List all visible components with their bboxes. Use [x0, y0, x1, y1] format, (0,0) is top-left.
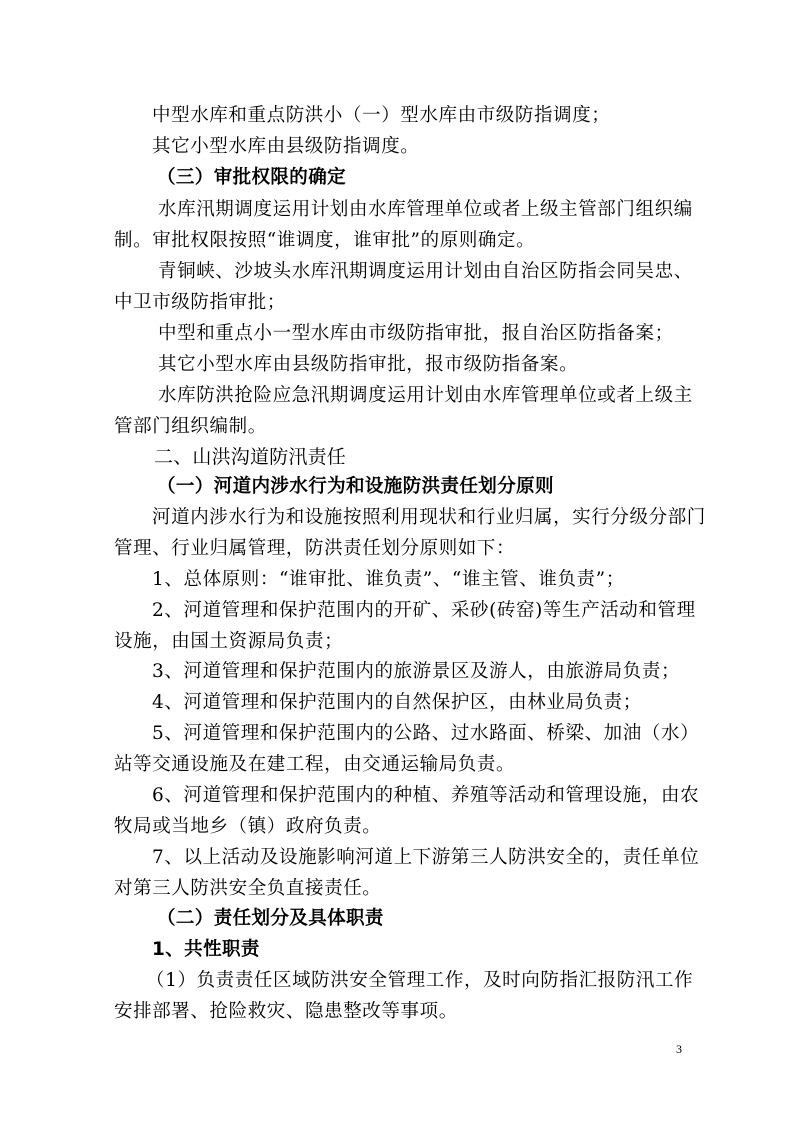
section-heading: （三）审批权限的确定 — [157, 167, 347, 188]
paragraph-line: 1、总体原则：“谁审批、谁负责”、“谁主管、谁负责”； — [152, 569, 625, 590]
paragraph-line: 牧局或当地乡（镇）政府负责。 — [114, 816, 382, 837]
paragraph-line: 站等交通设施及在建工程，由交通运输局负责。 — [114, 754, 516, 775]
paragraph-line: 水库防洪抢险应急汛期调度运用计划由水库管理单位或者上级主 — [158, 385, 693, 406]
paragraph-line: 6、河道管理和保护范围内的种植、养殖等活动和管理设施，由农 — [152, 785, 700, 806]
paragraph-line: 5、河道管理和保护范围内的公路、过水路面、桥梁、加油（水） — [152, 723, 700, 744]
paragraph-line: （1）负责责任区域防洪安全管理工作，及时向防指汇报防汛工作 — [146, 970, 694, 991]
section-heading: （一）河道内涉水行为和设施防洪责任划分原则 — [157, 476, 554, 497]
paragraph-line: 其它小型水库由县级防指调度。 — [152, 136, 420, 157]
paragraph-line: 中型和重点小一型水库由市级防指审批，报自治区防指备案； — [158, 323, 674, 344]
paragraph-line: 水库汛期调度运用计划由水库管理单位或者上级主管部门组织编 — [158, 199, 693, 220]
page-number: 3 — [676, 1042, 682, 1056]
paragraph-line: 对第三人防洪安全负直接责任。 — [114, 878, 382, 899]
paragraph-line: 2、河道管理和保护范围内的开矿、采砂(砖窑)等生产活动和管理 — [152, 600, 696, 621]
paragraph-line: 安排部署、抢险救灾、隐患整改等事项。 — [114, 1001, 458, 1022]
chapter-heading: 二、山洪沟道防汛责任 — [154, 446, 347, 468]
paragraph-line: 其它小型水库由县级防指审批，报市级防指备案。 — [158, 354, 579, 375]
paragraph-line: 中卫市级防指审批； — [114, 292, 286, 313]
subsection-heading: 1、共性职责 — [152, 939, 260, 960]
paragraph-line: 制。审批权限按照“谁调度，谁审批”的原则确定。 — [114, 230, 536, 251]
paragraph-line: 7、以上活动及设施影响河道上下游第三人防洪安全的，责任单位 — [152, 847, 700, 868]
paragraph-line: 3、河道管理和保护范围内的旅游景区及游人，由旅游局负责； — [152, 661, 681, 682]
section-heading: （二）责任划分及具体职责 — [157, 908, 384, 929]
paragraph-line: 青铜峡、沙坡头水库汛期调度运用计划由自治区防指会同吴忠、 — [158, 261, 693, 282]
paragraph-line: 设施，由国土资源局负责； — [114, 631, 344, 652]
paragraph-line: 4、河道管理和保护范围内的自然保护区，由林业局负责； — [152, 692, 642, 713]
paragraph-line: 管部门组织编制。 — [114, 416, 267, 437]
paragraph-line: 管理、行业归属管理，防洪责任划分原则如下： — [114, 538, 516, 559]
paragraph-line: 中型水库和重点防洪小（一）型水库由市级防指调度； — [152, 105, 611, 126]
paragraph-line: 河道内涉水行为和设施按照利用现状和行业归属，实行分级分部门 — [152, 507, 706, 528]
